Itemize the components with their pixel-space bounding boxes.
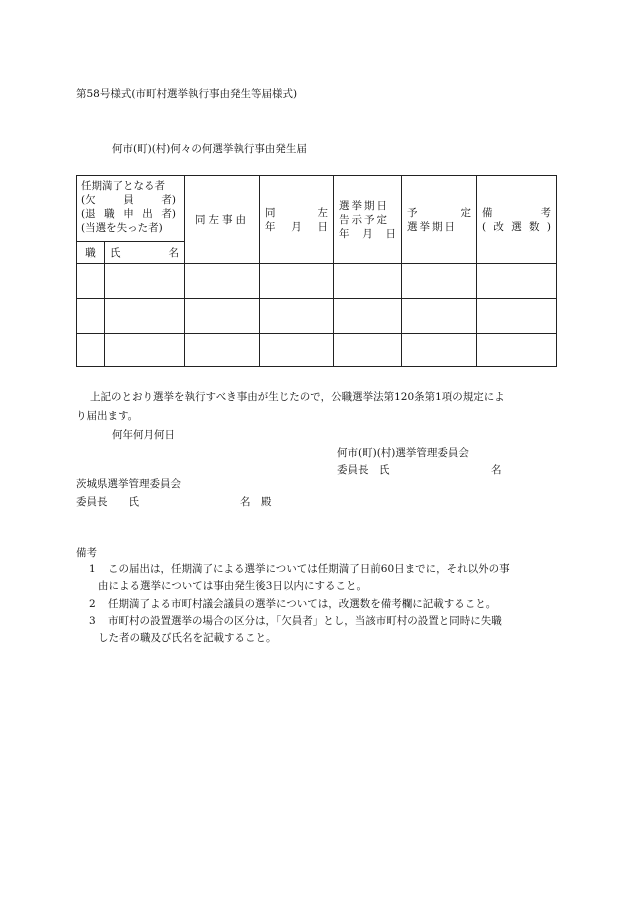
- body-line-1: 上記のとおり選挙を執行すべき事由が生じたので，公職選挙法第120条第1項の規定によ: [90, 391, 505, 403]
- recipient-title: 委員長 氏: [76, 496, 139, 508]
- note-text: 任期満了よる市町村議会議員の選挙については，改選数を備考欄に記載すること。: [108, 598, 497, 610]
- table-row: [77, 334, 557, 367]
- header-election-date: 予 定 選挙期日: [402, 176, 477, 264]
- sender-name-suffix: 名: [491, 464, 502, 476]
- note-text-cont: した者の職及び氏名を記載すること。: [98, 632, 277, 644]
- submission-date: 何年何月何日: [112, 429, 175, 441]
- header-remarks: 備 考 ( 改 選 数 ): [477, 176, 557, 264]
- note-text-cont: 由による選挙については事由発生後3日以内にすること。: [98, 580, 367, 592]
- recipient-name-suffix: 名 殿: [240, 496, 272, 508]
- sender-title: 委員長 氏: [337, 464, 390, 476]
- recipient-org: 茨城県選挙管理委員会: [76, 478, 181, 490]
- table-row: [77, 299, 557, 334]
- header-position: 職: [77, 242, 105, 264]
- table-row: [77, 264, 557, 299]
- report-table: [76, 175, 557, 367]
- header-name: 氏 名: [105, 242, 185, 264]
- note-number: 2: [89, 598, 96, 610]
- header-reason-date: 同 左 年 月 日: [260, 176, 334, 264]
- header-notice-date: 選挙期日 告示予定 年 月 日: [334, 176, 402, 264]
- form-title: 何市(町)(村)何々の何選挙執行事由発生届: [112, 143, 307, 155]
- notes-heading: 備考: [76, 547, 97, 559]
- note-text: この届出は，任期満了による選挙については任期満了日前60日までに，それ以外の事: [108, 563, 510, 575]
- note-number: 1: [89, 563, 96, 575]
- sender-org: 何市(町)(村)選挙管理委員会: [337, 447, 469, 459]
- note-text: 市町村の設置選挙の場合の区分は，「欠員者」とし，当該市町村の設置と同時に失職: [108, 615, 502, 627]
- form-number: 第58号様式(市町村選挙執行事由発生等届様式): [76, 88, 298, 100]
- header-target-person: 任期満了となる者 (欠 員 者) (退 職 申 出 者) (当選を失った者): [77, 176, 185, 242]
- note-number: 3: [89, 615, 96, 627]
- body-line-2: り届出ます。: [76, 410, 139, 422]
- header-reason: 同左事由: [185, 176, 260, 264]
